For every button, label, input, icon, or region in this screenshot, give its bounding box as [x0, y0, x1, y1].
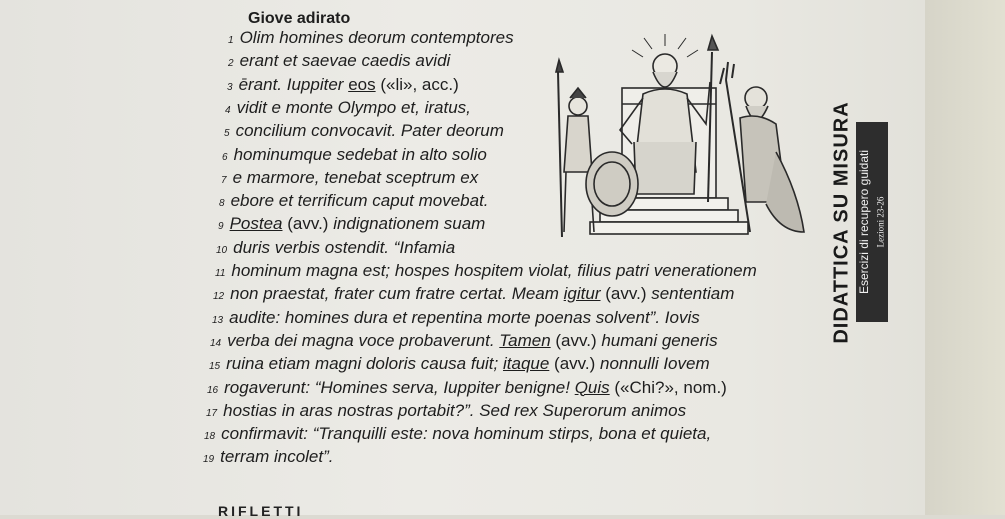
- text-segment: duris verbis ostendit. “Infamia: [233, 237, 456, 257]
- line-number: 5: [224, 128, 230, 140]
- text-segment: Quis: [574, 377, 610, 397]
- line-number: 4: [225, 104, 231, 116]
- line-number: 10: [216, 244, 228, 256]
- tab-sub-label: Esercizi di recupero guidati: [857, 149, 872, 295]
- tab-lessons-label: Lezioni 23-26: [875, 196, 885, 248]
- text-segment: (avv.): [550, 330, 602, 350]
- text-line: [210, 331, 718, 351]
- text-segment: igitur: [563, 284, 601, 304]
- text-segment: («Chi?», nom.): [609, 377, 727, 397]
- line-number: 19: [203, 454, 215, 466]
- line-number: 3: [227, 81, 233, 93]
- line-number: 13: [212, 314, 224, 326]
- text-segment: hostias in aras nostras portabit?”. Sed rex Superorum animos: [223, 400, 687, 420]
- line-number: 9: [218, 221, 224, 233]
- line-number: 6: [222, 151, 228, 163]
- text-line: [215, 261, 757, 281]
- text-line: [212, 308, 700, 328]
- text-segment: terram incolet”.: [220, 447, 334, 467]
- line-number: 11: [215, 268, 226, 279]
- text-line: [228, 51, 450, 71]
- text-segment: Tamen: [499, 330, 551, 350]
- text-line: [219, 191, 489, 211]
- text-line: [216, 238, 455, 258]
- text-line: [218, 214, 485, 234]
- text-line: [207, 378, 727, 398]
- text-segment: Olim homines deorum contemptores: [239, 28, 514, 47]
- text-line: [228, 28, 514, 48]
- line-number: 1: [228, 35, 234, 46]
- text-segment: itaque: [502, 354, 550, 374]
- line-number: 17: [206, 407, 218, 419]
- text-line: [206, 401, 686, 421]
- text-segment: humani generis: [601, 330, 718, 350]
- line-number: 12: [213, 291, 225, 303]
- line-number: 15: [209, 361, 221, 373]
- text-segment: (avv.): [600, 284, 652, 304]
- text-line: [224, 121, 504, 141]
- bottom-heading: RIFLETTI: [218, 503, 304, 519]
- text-segment: audite: homines dura et repentina morte poenas solvent”. Iovis: [229, 307, 700, 327]
- text-segment: nonnulli Iovem: [600, 354, 710, 374]
- text-segment: ruina etiam magni doloris causa fuit;: [226, 354, 503, 374]
- text-segment: ērant. Iuppiter: [238, 74, 349, 94]
- line-number: 7: [221, 174, 227, 186]
- jupiter-throne-illustration-icon: [540, 32, 810, 264]
- line-number: 14: [210, 337, 222, 349]
- text-segment: non praestat, frater cum fratre certat. Meam: [230, 284, 564, 304]
- line-number: 2: [228, 58, 234, 70]
- text-segment: verba dei magna voce probaverunt.: [227, 330, 500, 350]
- text-line: [222, 145, 487, 165]
- text-segment: («li», acc.): [375, 74, 459, 94]
- line-number: 16: [207, 384, 219, 396]
- text-segment: ebore et terrificum caput movebat.: [230, 191, 489, 211]
- text-segment: e marmore, tenebat sceptrum ex: [232, 167, 479, 187]
- didattica-side-tab: [828, 100, 888, 344]
- text-segment: vidit e monte Olympo et, iratus,: [236, 97, 471, 117]
- text-line: [209, 354, 710, 374]
- text-line: [203, 447, 334, 467]
- line-number: 18: [204, 431, 216, 443]
- tab-main-label: DIDATTICA SU MISURA: [830, 100, 853, 344]
- text-line: [204, 424, 711, 444]
- text-line: [221, 168, 478, 188]
- line-number: 8: [219, 198, 225, 210]
- text-segment: hominum magna est; hospes hospitem violat, filius patri venerationem: [231, 261, 757, 280]
- text-segment: confirmavit: “Tranquilli este: nova hominum stirps, bona et quieta,: [221, 424, 712, 444]
- text-line: [227, 75, 459, 95]
- text-segment: indignationem suam: [333, 214, 486, 234]
- text-segment: concilium convocavit. Pater deorum: [235, 121, 504, 141]
- page-title: Giove adirato: [248, 10, 351, 27]
- text-segment: eos: [348, 74, 376, 94]
- text-segment: rogaverunt: “Homines serva, Iuppiter benigne!: [224, 377, 575, 397]
- desk-background: [925, 0, 1005, 515]
- text-segment: erant et saevae caedis avidi: [239, 51, 451, 71]
- text-segment: (avv.): [282, 214, 334, 234]
- text-line: [213, 284, 734, 304]
- text-segment: Postea: [229, 214, 283, 234]
- text-segment: (avv.): [549, 354, 600, 374]
- text-line: [225, 98, 471, 118]
- text-segment: hominumque sedebat in alto solio: [233, 144, 487, 164]
- text-segment: sententiam: [651, 284, 735, 304]
